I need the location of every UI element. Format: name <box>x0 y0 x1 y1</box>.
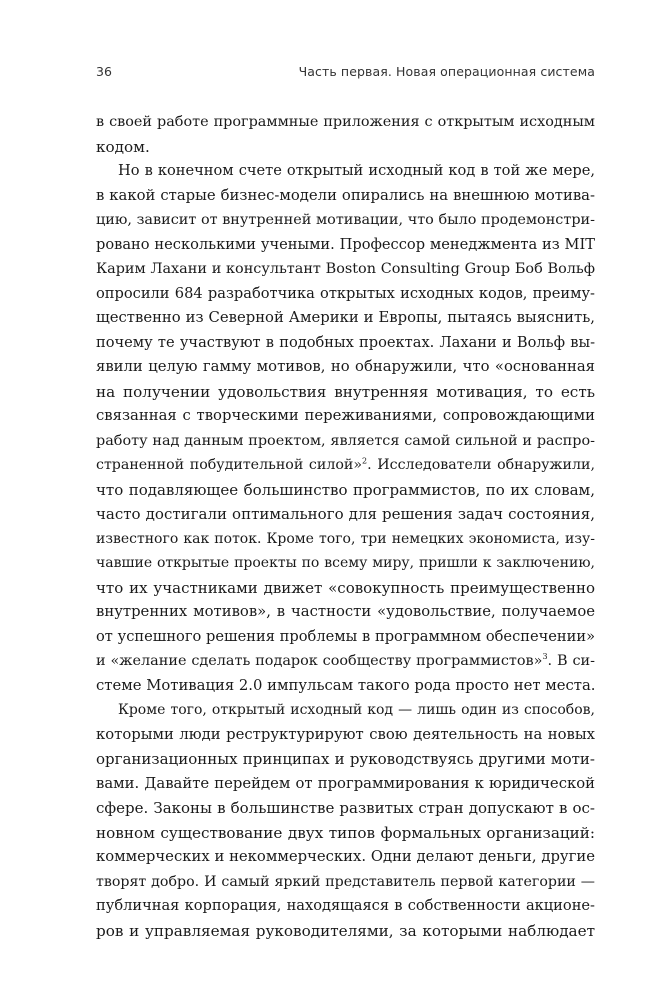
text-line: связанная с творческими переживаниями, сопровождающими <box>96 407 595 424</box>
text-line: коммерческих и некоммерческих. Одни делают деньги, другие <box>96 848 595 865</box>
page-header <box>96 64 595 84</box>
text-line: опросили 684 разработчика открытых исходных кодов, преиму- <box>96 284 595 302</box>
text-line: от успешного решения проблемы в программном обеспечении» <box>96 627 595 645</box>
text-line: внутренних мотивов», в частности «удовольствие, получаемое <box>96 603 595 620</box>
footnote-marker: 2 <box>362 456 368 466</box>
paragraph-2 <box>96 159 595 698</box>
text-line-with-footnote <box>96 453 595 478</box>
text-line: Карим Лахани и консультант Boston Consulting Group Боб Вольф <box>96 261 595 277</box>
text-line: Кроме того, открытый исходный код — лишь один из способов, <box>118 702 595 718</box>
text-line: кодом. <box>96 137 150 156</box>
running-head: Часть первая. Новая операционная система <box>298 64 595 79</box>
text-line: публичная корпорация, находящаяся в собственности акционе- <box>96 897 595 914</box>
text-fragment: страненной побудительной силой» <box>96 457 363 473</box>
text-line: новном существование двух типов формальных организаций: <box>96 823 595 842</box>
text-line: сфере. Законы в большинстве развитых стран допускают в ос- <box>96 799 595 817</box>
body-text <box>96 110 595 943</box>
text-line: известного как поток. Кроме того, три немецких экономиста, изу- <box>96 530 595 547</box>
text-line: организационных принципах и руководствуясь другими моти- <box>96 750 595 768</box>
text-line: которыми люди реструктурируют свою деятельность на новых <box>96 725 595 743</box>
text-fragment: . В си- <box>547 653 595 669</box>
text-line: стеме Мотивация 2.0 импульсам такого рода просто нет места. <box>96 676 596 694</box>
text-line: что их участниками движет «совокупность преимущественно <box>96 578 595 597</box>
text-line-with-footnote <box>96 649 595 674</box>
text-line: цию, зависит от внутренней мотивации, что было продемонстри- <box>96 212 595 228</box>
text-line: часто достигали оптимального для решения задач состояния, <box>96 505 595 523</box>
text-line: в какой старые бизнес-модели опирались на внешнюю мотива- <box>96 186 595 204</box>
text-fragment: . Исследователи обнаружили, <box>367 457 595 473</box>
text-line: щественно из Северной Америки и Европы, пытаясь выяснить, <box>96 309 595 326</box>
text-line: ров и управляемая руководителями, за которыми наблюдает <box>96 921 595 940</box>
paragraph-1 <box>96 110 595 159</box>
text-line: явили целую гамму мотивов, но обнаружили, что «основанная <box>96 358 595 375</box>
paragraph-3 <box>96 698 595 943</box>
text-line: чавшие открытые проекты по всему миру, пришли к заключению, <box>96 555 595 571</box>
footnote-marker: 3 <box>542 652 548 662</box>
text-line: в своей работе программные приложения с открытым исходным <box>96 114 595 130</box>
text-line: Но в конечном счете открытый исходный код в той же мере, <box>118 162 595 179</box>
page-number: 36 <box>96 64 112 79</box>
text-line: на получении удовольствия внутренняя мотивация, то есть <box>96 382 595 401</box>
text-line: работу над данным проектом, является самой сильной и распро- <box>96 432 595 449</box>
text-fragment: и «желание сделать подарок сообществу программистов» <box>96 653 543 669</box>
text-line: что подавляющее большинство программистов, по их словам, <box>96 480 595 499</box>
text-line: ровано несколькими учеными. Профессор менеджмента из MIT <box>96 235 595 253</box>
text-line: творят добро. И самый яркий представитель первой категории — <box>96 873 595 890</box>
text-line: вами. Давайте перейдем от программирования к юридической <box>96 774 595 792</box>
text-line: почему те участвуют в подобных проектах. Лахани и Вольф вы- <box>96 333 595 351</box>
